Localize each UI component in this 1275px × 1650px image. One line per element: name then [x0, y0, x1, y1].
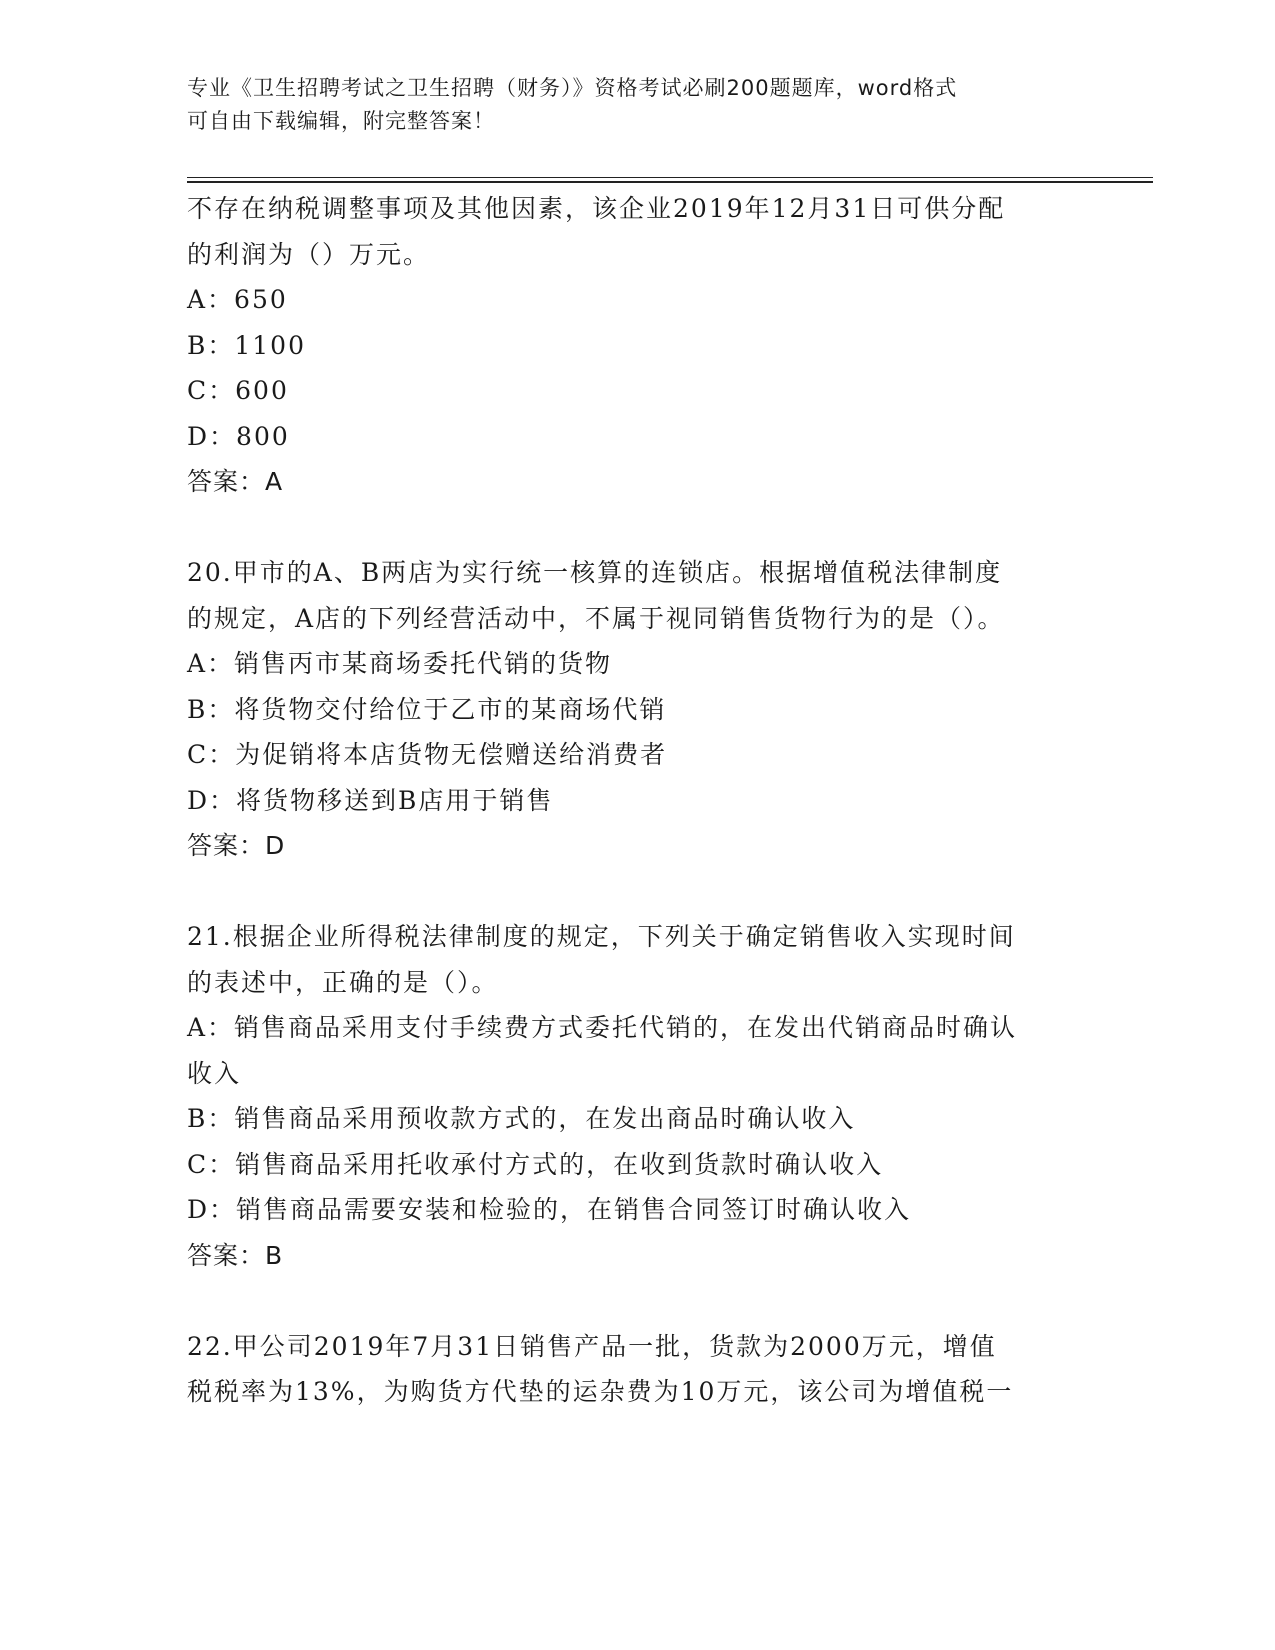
question-stem: 21.根据企业所得税法律制度的规定，下列关于确定销售收入实现时间	[187, 922, 1016, 951]
answer: 答案：A	[187, 467, 284, 496]
option-a: A：650	[187, 285, 288, 314]
question-22	[187, 1324, 1087, 1415]
option-c: C：为促销将本店货物无偿赠送给消费者	[187, 740, 668, 769]
header-divider	[187, 177, 1153, 183]
spacer	[187, 869, 1087, 915]
question-20	[187, 550, 1087, 869]
option-b: B：销售商品采用预收款方式的，在发出商品时确认收入	[187, 1104, 856, 1133]
option-d: D：将货物移送到B店用于销售	[187, 785, 554, 815]
option-d: D：销售商品需要安装和检验的，在销售合同签订时确认收入	[187, 1195, 912, 1224]
question-stem: 的利润为（）万元。	[187, 239, 431, 269]
header-line-2: 可自由下载编辑，附完整答案！	[187, 109, 495, 133]
spacer	[187, 1278, 1087, 1324]
spacer	[187, 505, 1087, 551]
option-a: A：销售丙市某商场委托代销的货物	[187, 649, 613, 678]
option-b: B：将货物交付给位于乙市的某商场代销	[187, 694, 667, 724]
question-19	[187, 186, 1087, 505]
question-stem: 的表述中，正确的是（）。	[187, 967, 499, 997]
question-stem: 不存在纳税调整事项及其他因素，该企业2019年12月31日可供分配	[187, 194, 1006, 223]
option-a-continued: 收入	[187, 1058, 242, 1088]
option-b: B：1100	[187, 330, 306, 360]
question-stem: 的规定，A店的下列经营活动中，不属于视同销售货物行为的是（）。	[187, 603, 1005, 633]
answer: 答案：B	[187, 1240, 284, 1270]
question-content	[187, 186, 1087, 1415]
question-stem: 20.甲市的A、B两店为实行统一核算的连锁店。根据增值税法律制度	[187, 558, 1003, 587]
option-d: D：800	[187, 421, 290, 451]
answer: 答案：D	[187, 831, 286, 860]
option-c: C：600	[187, 376, 289, 405]
header-line-1: 专业《卫生招聘考试之卫生招聘（财务）》资格考试必刷200题题库，word格式	[187, 76, 958, 100]
option-a: A：销售商品采用支付手续费方式委托代销的，在发出代销商品时确认	[187, 1013, 1018, 1042]
option-c: C：销售商品采用托收承付方式的，在收到货款时确认收入	[187, 1149, 884, 1179]
question-21	[187, 914, 1087, 1278]
question-stem: 税税率为13%，为购货方代垫的运杂费为10万元，该公司为增值税一	[187, 1377, 1014, 1406]
page-header	[187, 72, 1087, 138]
question-stem: 22.甲公司2019年7月31日销售产品一批，货款为2000万元，增值	[187, 1331, 997, 1361]
